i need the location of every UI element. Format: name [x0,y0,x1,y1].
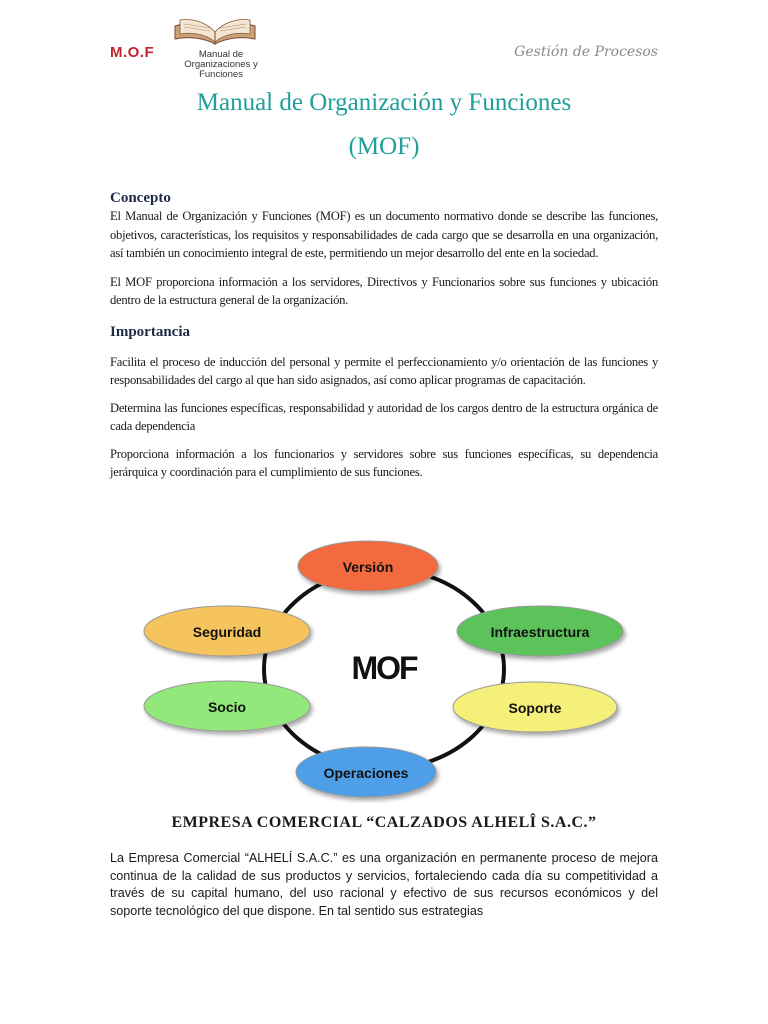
logo-text: M.O.F [110,44,155,61]
concepto-heading: Concepto [110,190,171,206]
node-version [298,541,438,591]
page-title-acronym: (MOF) [348,133,420,160]
importancia-paragraph-2: Determina las funciones específicas, responsabilidad y autoridad de los cargos dentro de la estructura orgánica de cada dependencia [110,400,658,433]
node-infraestructura [457,606,623,656]
node-soporte [453,682,617,732]
diagram-center-label: MOF [351,650,417,686]
header-section-label: Gestión de Procesos [514,44,658,60]
importancia-paragraph-1: Facilita el proceso de inducción del personal y permite el perfeccionamiento y/o orientación de las funciones y responsabilidades del cargo al que han sido asignados, así como aplicar programas de capacitación. [110,354,658,387]
node-operaciones [296,747,436,797]
node-seguridad [144,606,310,656]
company-description: La Empresa Comercial “ALHELÍ S.A.C.” es una organización en permanente proceso de mejora continua de la calidad de sus productos y servicios, fortaleciendo cada día su competitividad a través de su capital humano, del uso racional y efectivo de sus recursos económicos y del soporte tecnológico del que dispone. En tal sentido sus estrategias [110,851,658,918]
page-title: Manual de Organización y Funciones [196,89,572,116]
node-infraestructura-label: Infraestructura [490,624,590,640]
open-book-icon [170,12,260,50]
concepto-paragraph-2: El MOF proporciona información a los servidores, Directivos y Funcionarios sobre sus funciones y ubicación dentro de la estructura general de la organización. [110,274,658,307]
page-header [0,0,768,90]
logo-subtitle: Manual de Organizaciones y Funciones [184,49,258,80]
node-soporte-label: Soporte [508,700,562,716]
company-title: EMPRESA COMERCIAL “CALZADOS ALHELÎ S.A.C.” [171,814,597,831]
mof-diagram [140,535,628,803]
importancia-paragraph-3: Proporciona información a los funcionarios y servidores sobre sus funciones específicas, su dependencia jerárquica y coordinación para el cumplimiento de sus funciones. [110,446,658,479]
importancia-heading: Importancia [110,323,190,340]
document-body [110,190,658,482]
node-version-label: Versión [342,559,394,575]
node-socio [144,681,310,731]
node-socio-label: Socio [207,699,247,715]
node-operaciones-label: Operaciones [323,765,409,781]
concepto-paragraph-1: El Manual de Organización y Funciones (MOF) es un documento normativo donde se describe las funciones, objetivos, características, los requisitos y responsabilidades de cada cargo que se desarrolla en una organización, así también un conocimiento integral de este, permitiendo un mejor desarrollo del ente en la sociedad. [110,209,658,260]
node-seguridad-label: Seguridad [192,624,262,640]
